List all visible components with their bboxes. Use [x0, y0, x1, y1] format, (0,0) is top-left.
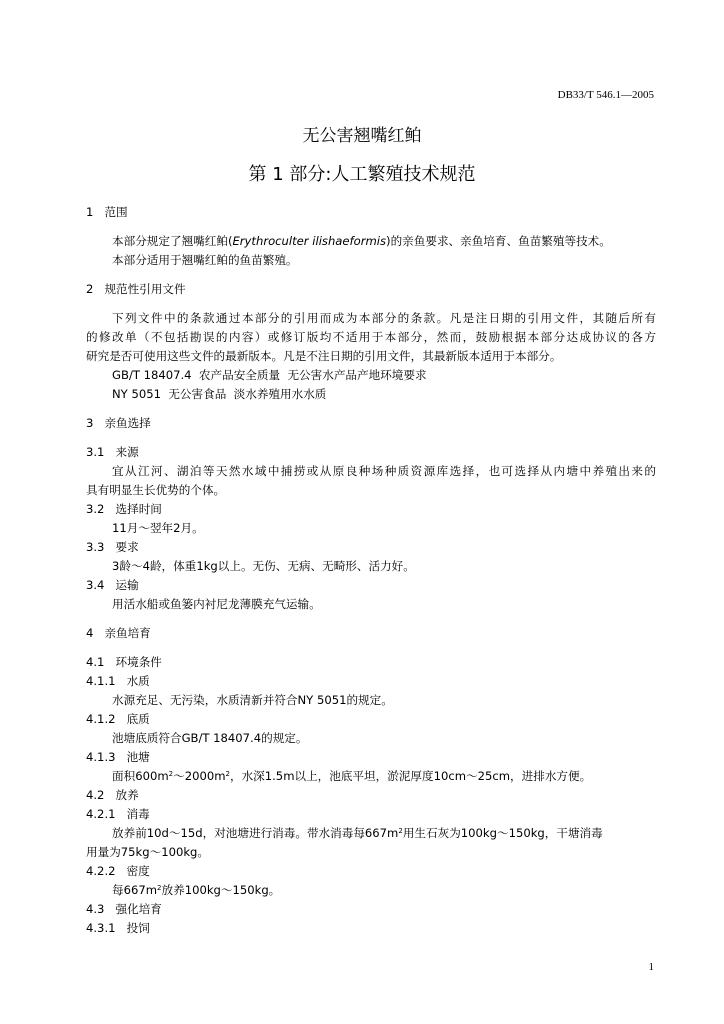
subsection-heading: 4.1.2 底质 — [86, 712, 150, 726]
subsection-heading: 3.4 运输 — [86, 578, 139, 592]
document-code: DB33/T 546.1—2005 — [557, 89, 654, 101]
subsection-heading: 4.2 放养 — [86, 788, 139, 802]
section-heading-1: 1 范围 — [86, 205, 128, 219]
paragraph: 池塘底质符合GB/T 18407.4的规定。 — [112, 731, 308, 745]
subsection-heading: 4.2.1 消毒 — [86, 807, 150, 821]
reference-item: GB/T 18407.4 农产品安全质量 无公害水产品产地环境要求 — [112, 368, 427, 382]
section-heading-4: 4 亲鱼培育 — [86, 626, 151, 640]
paragraph-line: 用量为75kg～100kg。 — [86, 845, 209, 859]
subsection-heading: 4.1 环境条件 — [86, 655, 162, 669]
paragraph-line: 的修改单（不包括勘误的内容）或修订版均不适用于本部分，然而，鼓励根据本部分达成协议的各方 — [86, 330, 656, 344]
document-body — [86, 203, 656, 938]
paragraph-line: 放养前10d～15d，对池塘进行消毒。带水消毒每$667m^2$用生石灰为100kg～150kg，干塘消毒 — [112, 826, 603, 840]
subsection-heading: 3.1 来源 — [86, 445, 139, 459]
paragraph: 3龄～4龄，体重1kg以上。无伤、无病、无畸形、活力好。 — [112, 559, 415, 573]
paragraph-line: 下列文件中的条款通过本部分的引用而成为本部分的条款。凡是注日期的引用文件，其随后所有 — [112, 311, 656, 325]
paragraph-line: 具有明显生长优势的个体。 — [86, 483, 226, 497]
subsection-heading: 4.3.1 投饲 — [86, 921, 150, 935]
subsection-heading: 3.3 要求 — [86, 540, 139, 554]
subsection-heading: 3.2 选择时间 — [86, 502, 162, 516]
document-subtitle: 第 1 部分:人工繁殖技术规范 — [248, 164, 476, 185]
paragraph-line: 宜从江河、湖泊等天然水域中捕捞或从原良种场种质资源库选择，也可选择从内塘中养殖出来的 — [112, 464, 656, 478]
subsection-heading: 4.1.3 池塘 — [86, 750, 150, 764]
reference-item: NY 5051 无公害食品 淡水养殖用水水质 — [112, 387, 327, 401]
paragraph-line: 研究是否可使用这些文件的最新版本。凡是不注日期的引用文件，其最新版本适用于本部分。 — [86, 349, 562, 363]
document-title: 无公害翘嘴红鲌 — [302, 126, 422, 146]
paragraph: 本部分适用于翘嘴红鲌的鱼苗繁殖。 — [112, 253, 298, 267]
paragraph: 水源充足、无污染，水质清新并符合NY 5051的规定。 — [112, 693, 393, 707]
paragraph: 11月～翌年2月。 — [112, 521, 204, 535]
subsection-heading: 4.1.1 水质 — [86, 674, 150, 688]
page-number: 1 — [648, 961, 654, 973]
subsection-heading: 4.3 强化培育 — [86, 902, 162, 916]
section-heading-3: 3 亲鱼选择 — [86, 416, 151, 430]
paragraph: 面积$600m^2\sim 2000m^2$，水深1.5m以上，池底平坦，淤泥厚度10cm～25cm，进排水方便。 — [112, 769, 592, 783]
paragraph: 每$667m^2$放养100kg～150kg。 — [112, 883, 281, 897]
paragraph: 用活水船或鱼篓内衬尼龙薄膜充气运输。 — [112, 597, 321, 611]
subsection-heading: 4.2.2 密度 — [86, 864, 150, 878]
section-heading-2: 2 规范性引用文件 — [86, 282, 186, 296]
paragraph: 本部分规定了翘嘴红鲌(Erythroculter ilishaeformis)的亲鱼要求、亲鱼培育、鱼苗繁殖等技术。 — [112, 234, 611, 248]
species-name: Erythroculter ilishaeformis — [232, 234, 387, 248]
